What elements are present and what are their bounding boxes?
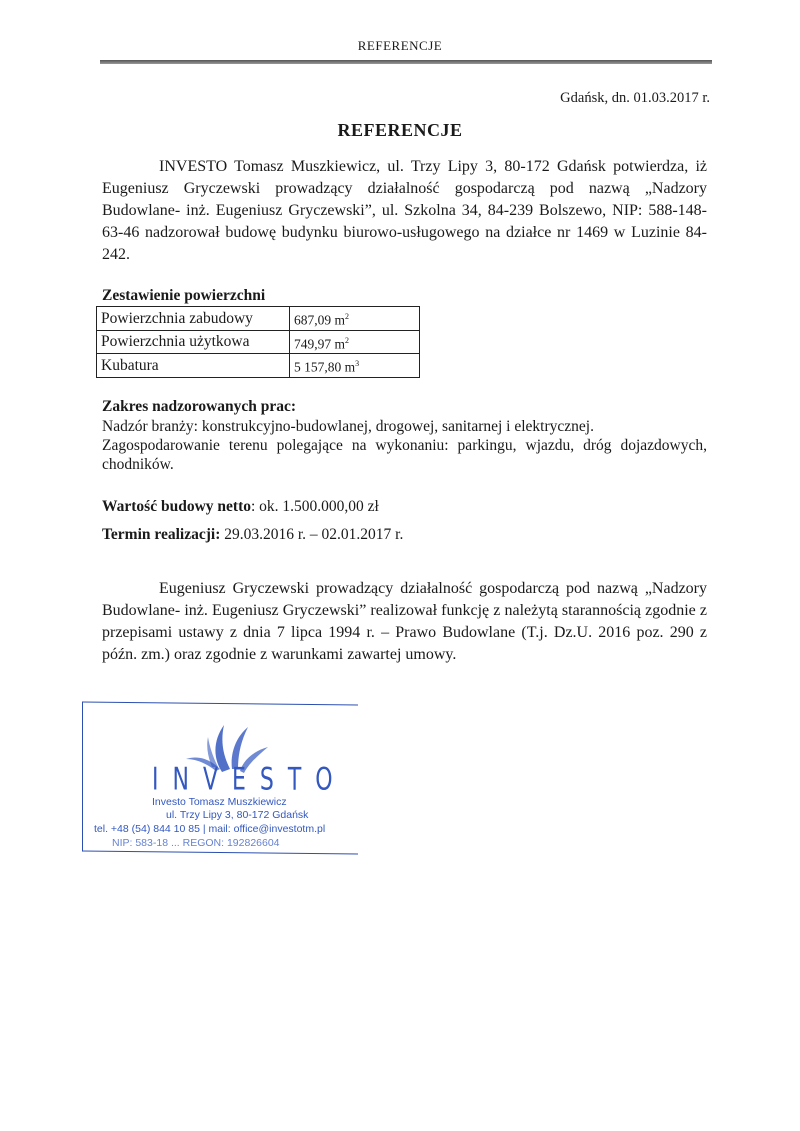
area-value: 687,09 $m^2$ [290, 307, 420, 331]
term-text: 29.03.2016 r. – 02.01.2017 r. [220, 526, 404, 543]
scope-list [102, 417, 707, 474]
areas-section-title: Zestawienie powierzchni [102, 287, 266, 304]
stamp-line: tel. +48 (54) 844 10 85 | mail: office@investotm.pl [94, 823, 326, 835]
area-label: Kubatura [97, 354, 290, 378]
table-row [97, 307, 420, 331]
realization-term [102, 526, 403, 544]
value-label: Wartość budowy netto [102, 498, 251, 515]
area-value: 5 157,80 $m^3$ [290, 354, 420, 378]
construction-value [102, 498, 379, 516]
closing-paragraph: Eugeniusz Gryczewski prowadzący działalność gospodarczą pod nazwą „Nadzory Budowlane- inż. Eugeniusz Gryczewski” realizował funkcję z należytą starannością zgodnie z przepisami ustawy z dnia 7 lipca 1994 r. – Prawo Budowlane (T.j. Dz.U. 2016 poz. 290 z późn. zm.) oraz zgodnie z warunkami zawartej umowy. [102, 580, 707, 663]
area-label: Powierzchnia użytkowa [97, 330, 290, 354]
date-line: Gdańsk, dn. 01.03.2017 r. [560, 90, 710, 106]
intro-paragraph: INVESTO Tomasz Muszkiewicz, ul. Trzy Lipy 3, 80-172 Gdańsk potwierdza, iż Eugeniusz Gryczewski prowadzący działalność gospodarczą pod nazwą „Nadzory Budowlane- inż. Eugeniusz Gryczewski”, ul. Szkolna 34, 84-239 Bolszewo, NIP: 588-148-63-46 nadzorował budowę budynku biurowo-usługowego na działce nr 1469 w Luzinie 84-242. [102, 158, 707, 263]
stamp-line: ul. Trzy Lipy 3, 80-172 Gdańsk [166, 809, 309, 821]
running-header: REFERENCJE [357, 38, 443, 53]
table-row [97, 354, 420, 378]
header-divider [100, 60, 712, 64]
stamp-brand: INVESTO [152, 763, 347, 798]
stamp-line: Investo Tomasz Muszkiewicz [152, 796, 287, 808]
value-text: : ok. 1.500.000,00 zł [250, 498, 379, 515]
area-value: 749,97 $m^2$ [290, 330, 420, 354]
company-stamp [82, 703, 362, 871]
scope-line: Nadzór branży: konstrukcyjno-budowlanej, drogowej, sanitarnej i elektrycznej. [102, 418, 594, 435]
term-label: Termin realizacji: [102, 526, 221, 543]
scope-line: Zagospodarowanie terenu polegające na wykonaniu: parkingu, wjazdu, dróg dojazdowych, chodników. [102, 437, 707, 473]
document-title: REFERENCJE [337, 120, 463, 140]
areas-table [96, 306, 420, 378]
stamp-line: NIP: 583-18 ... REGON: 192826604 [112, 837, 280, 849]
scope-section-title: Zakres nadzorowanych prac: [102, 398, 297, 415]
table-row [97, 330, 420, 354]
area-label: Powierzchnia zabudowy [97, 307, 290, 331]
